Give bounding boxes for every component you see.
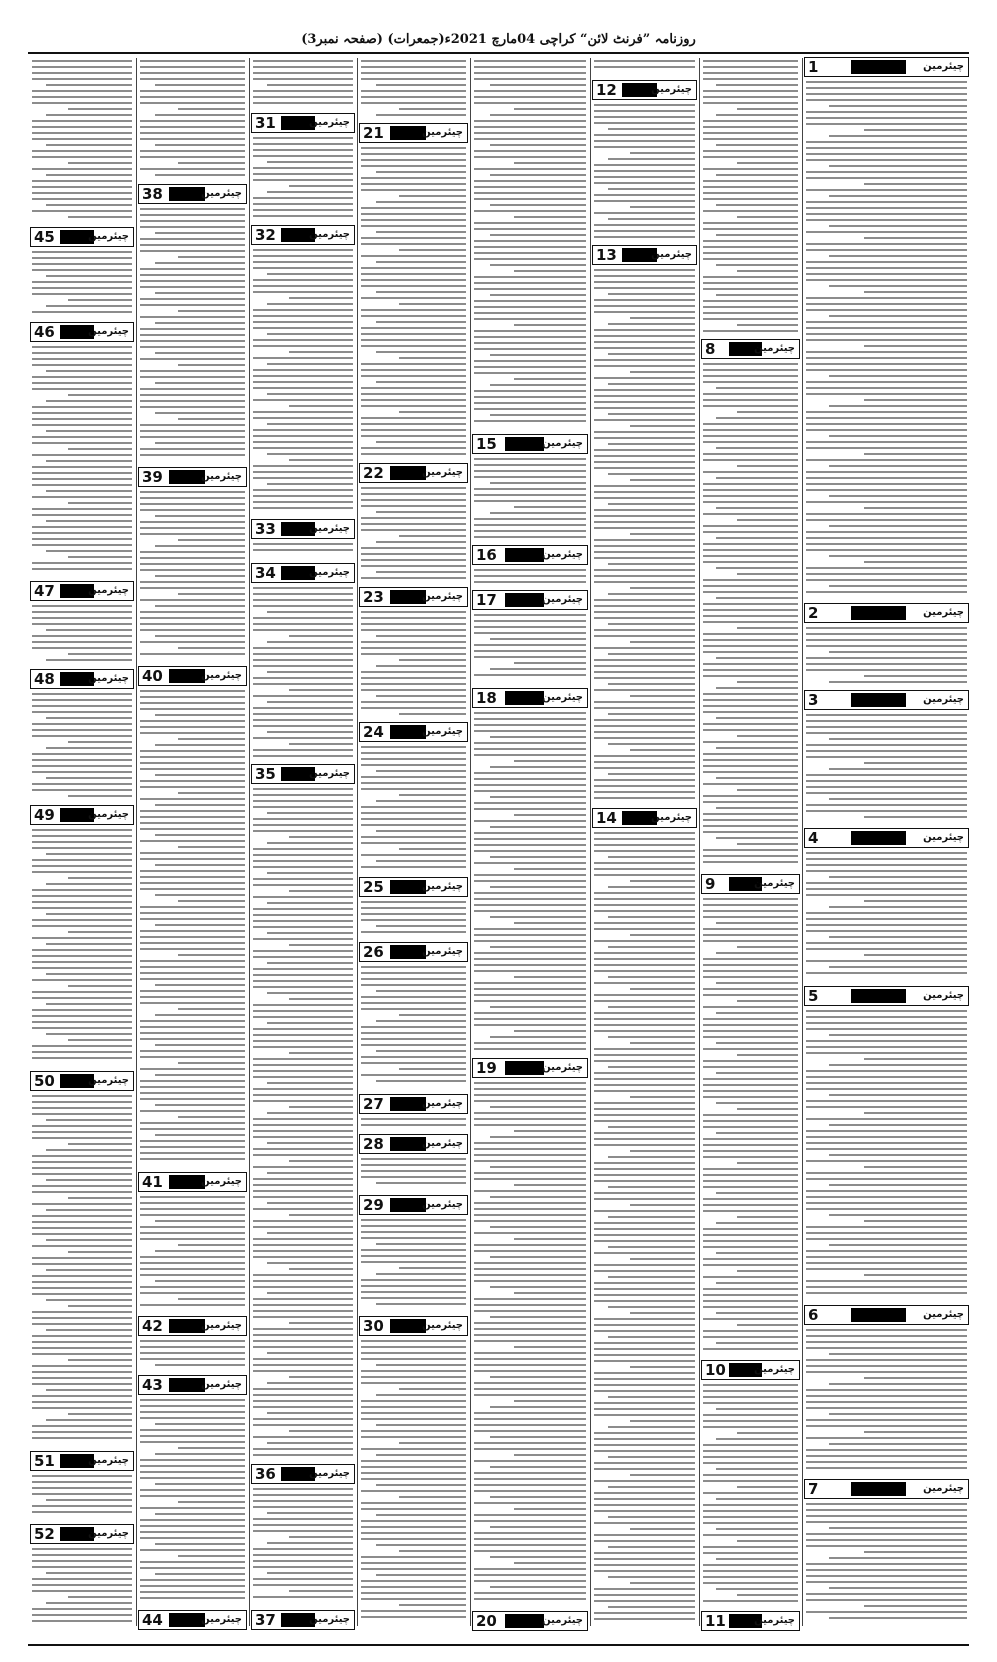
section-badge [30,322,134,342]
section-number: 44 [142,1611,163,1629]
article-text-block [806,81,967,600]
article-text-block [253,1488,353,1607]
section-number: 33 [255,520,276,538]
section-number: 2 [808,604,819,622]
section-number: 5 [808,987,819,1005]
article-text-block [32,1095,132,1448]
article-text-block [361,611,466,719]
section-label: چیئرمین [542,549,583,560]
redaction-bar [390,1319,426,1333]
section-label: چیئرمین [651,812,692,823]
section-number: 50 [34,1072,55,1090]
redaction-bar [390,590,426,604]
section-number: 31 [255,114,276,132]
article-text-block [474,614,586,685]
section-badge [804,1479,969,1499]
section-number: 34 [255,564,276,582]
section-badge [30,1451,134,1471]
article-text-block [703,898,798,1357]
redaction-bar [390,466,426,480]
section-number: 36 [255,1465,276,1483]
section-badge [138,1375,247,1395]
redaction-bar [505,1061,544,1075]
header-rule [28,52,969,54]
article-text-block [32,829,132,1068]
section-label: چیئرمین [542,594,583,605]
redaction-bar [169,1378,205,1392]
section-number: 37 [255,1611,276,1629]
section-badge [30,669,134,689]
section-number: 22 [363,464,384,482]
section-number: 42 [142,1317,163,1335]
article-text-block [361,487,466,584]
column-divider [357,58,358,1626]
section-badge [251,113,355,133]
section-number: 24 [363,723,384,741]
article-text-block [361,746,466,874]
section-badge [251,563,355,583]
redaction-bar [390,1097,426,1111]
section-label: چیئرمین [923,1309,964,1320]
redaction-bar [390,1137,426,1151]
article-text-block [806,627,967,687]
section-number: 41 [142,1173,163,1191]
section-badge [472,545,588,565]
footer-rule [28,1644,969,1646]
section-badge [359,722,468,742]
article-text-block [594,832,695,1626]
section-badge [359,1316,468,1336]
redaction-bar [390,126,426,140]
section-label: چیئرمین [201,670,242,681]
section-number: 9 [705,875,716,893]
section-badge [592,808,697,828]
section-badge [804,828,969,848]
article-text-block [594,60,695,77]
column-divider [136,58,137,1626]
section-label: چیئرمین [309,768,350,779]
section-label: چیئرمین [88,1075,129,1086]
section-number: 1 [808,58,819,76]
article-text-block [361,60,466,120]
section-badge [138,1172,247,1192]
section-number: 20 [476,1612,497,1630]
section-number: 4 [808,829,819,847]
redaction-bar [169,1613,205,1627]
section-number: 15 [476,435,497,453]
article-text-block [140,491,245,663]
section-badge [251,1610,355,1630]
article-text-block [253,60,353,110]
section-number: 52 [34,1525,55,1543]
section-label: چیئرمین [88,326,129,337]
section-badge [359,877,468,897]
section-label: چیئرمین [754,343,795,354]
section-badge [359,1134,468,1154]
section-label: چیئرمین [422,726,463,737]
section-number: 17 [476,591,497,609]
section-badge [701,1360,800,1380]
redaction-bar [390,725,426,739]
article-text-block [806,714,967,825]
section-number: 45 [34,228,55,246]
section-number: 8 [705,340,716,358]
section-number: 6 [808,1306,819,1324]
section-label: چیئرمین [201,471,242,482]
section-label: چیئرمین [542,1615,583,1626]
redaction-bar [169,1319,205,1333]
section-label: چیئرمین [88,231,129,242]
section-number: 16 [476,546,497,564]
article-text-block [361,1340,466,1626]
article-text-block [32,1548,132,1626]
section-badge [251,519,355,539]
section-label: چیئرمین [422,467,463,478]
section-number: 46 [34,323,55,341]
article-text-block [806,852,967,983]
section-badge [472,688,588,708]
section-number: 18 [476,689,497,707]
section-label: چیئرمین [422,127,463,138]
section-badge [359,123,468,143]
article-text-block [361,966,466,1091]
section-badge [138,666,247,686]
section-label: چیئرمین [754,878,795,889]
redaction-bar [169,470,205,484]
section-label: چیئرمین [422,1199,463,1210]
section-badge [804,603,969,623]
article-text-block [703,363,798,871]
section-label: چیئرمین [923,607,964,618]
article-text-block [361,147,466,460]
article-text-block [361,1118,466,1131]
section-badge [359,1195,468,1215]
section-badge [359,463,468,483]
section-badge [701,339,800,359]
redaction-bar [169,669,205,683]
redaction-bar [851,831,906,845]
section-label: چیئرمین [422,1320,463,1331]
section-badge [30,581,134,601]
section-number: 30 [363,1317,384,1335]
section-number: 7 [808,1480,819,1498]
section-label: چیئرمین [201,1320,242,1331]
column-divider [470,58,471,1626]
section-number: 19 [476,1059,497,1077]
article-text-block [140,208,245,464]
article-text-block [361,901,466,939]
section-badge [251,764,355,784]
section-badge [138,1316,247,1336]
section-number: 29 [363,1196,384,1214]
redaction-bar [505,548,544,562]
section-label: چیئرمین [88,1455,129,1466]
article-text-block [32,346,132,578]
column-divider [802,58,803,1626]
article-text-block [32,60,132,224]
article-text-block [474,60,586,431]
redaction-bar [169,187,205,201]
section-label: چیئرمین [309,1614,350,1625]
article-text-block [361,1219,466,1313]
section-label: چیئرمین [754,1615,795,1626]
article-text-block [474,458,586,542]
section-number: 49 [34,806,55,824]
section-number: 13 [596,246,617,264]
section-badge [804,690,969,710]
article-text-block [140,60,245,181]
redaction-bar [851,606,906,620]
section-badge [472,1611,588,1631]
section-number: 48 [34,670,55,688]
redaction-bar [851,989,906,1003]
redaction-bar [505,1614,544,1628]
section-badge [804,57,969,77]
section-number: 23 [363,588,384,606]
article-text-block [140,690,245,1169]
redaction-bar [851,1482,906,1496]
article-text-block [594,104,695,242]
article-text-block [474,712,586,1055]
section-label: چیئرمین [201,1614,242,1625]
section-number: 28 [363,1135,384,1153]
section-label: چیئرمین [201,188,242,199]
section-badge [138,467,247,487]
section-number: 14 [596,809,617,827]
article-text-block [806,1010,967,1302]
section-label: چیئرمین [754,1364,795,1375]
article-text-block [474,569,586,587]
column-divider [699,58,700,1626]
redaction-bar [505,593,544,607]
section-number: 27 [363,1095,384,1113]
section-number: 26 [363,943,384,961]
section-badge [472,1058,588,1078]
section-label: چیئرمین [88,673,129,684]
section-label: چیئرمین [309,229,350,240]
section-label: چیئرمین [309,1468,350,1479]
section-badge [359,942,468,962]
section-number: 40 [142,667,163,685]
section-label: چیئرمین [422,591,463,602]
section-badge [701,874,800,894]
section-label: چیئرمین [542,438,583,449]
section-label: چیئرمین [422,881,463,892]
section-label: چیئرمین [422,1138,463,1149]
article-text-block [253,587,353,761]
section-label: چیئرمین [88,585,129,596]
section-label: چیئرمین [923,694,964,705]
section-label: چیئرمین [923,832,964,843]
section-number: 11 [705,1612,726,1630]
redaction-bar [169,1175,205,1189]
section-badge [592,80,697,100]
section-label: چیئرمین [651,84,692,95]
section-badge [30,1524,134,1544]
article-text-block [140,1340,245,1372]
redaction-bar [390,1198,426,1212]
section-label: چیئرمین [542,692,583,703]
article-text-block [806,1329,967,1476]
section-badge [701,1611,800,1631]
article-text-block [32,605,132,666]
section-number: 39 [142,468,163,486]
section-number: 25 [363,878,384,896]
article-text-block [253,249,353,516]
section-label: چیئرمین [309,567,350,578]
section-number: 43 [142,1376,163,1394]
section-badge [251,1464,355,1484]
redaction-bar [505,437,544,451]
section-badge [138,1610,247,1630]
section-badge [804,1305,969,1325]
section-badge [30,227,134,247]
section-number: 35 [255,765,276,783]
article-text-block [253,543,353,560]
redaction-bar [505,691,544,705]
section-number: 12 [596,81,617,99]
article-text-block [703,60,798,336]
article-text-block [806,1503,967,1626]
section-badge [30,805,134,825]
section-badge [138,184,247,204]
section-label: چیئرمین [923,1483,964,1494]
article-text-block [140,1196,245,1313]
section-label: چیئرمین [923,61,964,72]
article-text-block [32,1475,132,1521]
section-badge [592,245,697,265]
section-label: چیئرمین [422,946,463,957]
article-text-block [253,788,353,1461]
section-badge [30,1071,134,1091]
section-label: چیئرمین [88,809,129,820]
section-badge [359,587,468,607]
section-number: 51 [34,1452,55,1470]
section-label: چیئرمین [201,1379,242,1390]
redaction-bar [851,1308,906,1322]
section-label: چیئرمین [923,990,964,1001]
article-text-block [594,269,695,805]
article-text-block [361,1158,466,1192]
article-text-block [703,1384,798,1608]
section-label: چیئرمین [88,1528,129,1539]
section-label: چیئرمین [309,523,350,534]
section-badge [251,225,355,245]
page-header: روزنامہ ”فرنٹ لائن“ کراچی 04مارچ 2021ء(جمعرات) (صفحہ نمبر3) [301,32,696,47]
section-number: 32 [255,226,276,244]
section-number: 47 [34,582,55,600]
article-text-block [140,1399,245,1607]
section-number: 3 [808,691,819,709]
article-text-block [253,137,353,222]
redaction-bar [390,880,426,894]
section-badge [472,590,588,610]
column-divider [249,58,250,1626]
section-label: چیئرمین [542,1062,583,1073]
section-badge [804,986,969,1006]
column-divider [590,58,591,1626]
article-text-block [32,251,132,319]
section-label: چیئرمین [422,1098,463,1109]
article-text-block [32,693,132,802]
section-number: 21 [363,124,384,142]
redaction-bar [390,945,426,959]
section-badge [359,1094,468,1114]
section-label: چیئرمین [201,1176,242,1187]
section-label: چیئرمین [651,249,692,260]
redaction-bar [851,693,906,707]
redaction-bar [851,60,906,74]
article-text-block [474,1082,586,1608]
section-badge [472,434,588,454]
section-label: چیئرمین [309,117,350,128]
section-number: 38 [142,185,163,203]
section-number: 10 [705,1361,726,1379]
